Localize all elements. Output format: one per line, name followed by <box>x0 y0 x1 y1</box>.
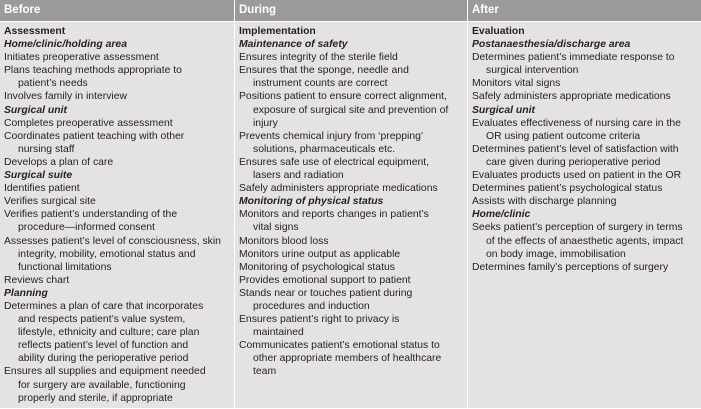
table-cell-line: lasers and radiation <box>253 170 344 182</box>
table-cell-line: Safely administers appropriate medications <box>472 91 671 103</box>
table-cell-line: ability during the perioperative period <box>18 353 189 365</box>
table-cell-line: instrument counts are correct <box>253 78 388 90</box>
table-cell-line: vital signs <box>253 222 299 234</box>
table-cell-line: Determines patient’s psychological status <box>472 183 663 195</box>
table-cell-line: Monitoring of psychological status <box>239 261 395 273</box>
table-cell-line: Verifies patient’s understanding of the <box>4 209 178 221</box>
header-after: After <box>472 4 499 16</box>
table-cell-line: Involves family in interview <box>4 91 127 103</box>
table-cell-line: Monitors and reports changes in patient’s <box>239 209 429 221</box>
table-cell-line: Monitors blood loss <box>239 235 329 247</box>
column-after <box>468 22 701 409</box>
table-cell-line: maintained <box>253 327 304 339</box>
table-body <box>0 22 701 409</box>
table-cell-line: Verifies surgical site <box>4 196 96 208</box>
table-cell-line: integrity, mobility, emotional status and <box>18 248 196 260</box>
table-cell-line: Determines family’s perceptions of surgery <box>472 261 669 273</box>
table-cell-line: reflects patient’s level of function and <box>18 340 189 352</box>
table-cell-line: Assists with discharge planning <box>472 196 617 208</box>
subsection-heading: Surgical unit <box>472 104 535 116</box>
subsection-heading: Monitoring of physical status <box>239 196 384 208</box>
table-cell-line: for surgery are available, functioning <box>18 379 186 391</box>
table-cell-line: Evaluates effectiveness of nursing care in the <box>472 117 681 129</box>
table-cell-line: properly and sterile, if appropriate <box>18 392 173 404</box>
table-cell-line: care given during perioperative period <box>486 156 661 168</box>
table-cell-line: Evaluates products used on patient in the OR <box>472 170 682 182</box>
table-cell-line: Plans teaching methods appropriate to <box>4 65 182 77</box>
table-cell-line: Monitors urine output as applicable <box>239 248 401 260</box>
table-cell-line: solutions, pharmaceuticals etc. <box>253 143 396 155</box>
section-heading: Evaluation <box>472 26 525 37</box>
header-before: Before <box>0 0 235 21</box>
table-cell-line: Determines patient’s level of satisfaction with <box>472 143 679 155</box>
table-cell-line: of the effects of anaesthetic agents, impact <box>486 235 684 247</box>
section-heading: Assessment <box>4 26 66 37</box>
table-cell-line: Safely administers appropriate medications <box>239 183 438 195</box>
table-cell-line: functional limitations <box>18 261 112 273</box>
table-cell-line: Positions patient to ensure correct alignment, <box>239 91 447 103</box>
table-cell-line: Ensures that the sponge, needle and <box>239 65 409 77</box>
table-cell-line: Prevents chemical injury from ‘prepping’ <box>239 130 424 142</box>
table-cell-line: Identifies patient <box>4 183 80 195</box>
table-cell-line: team <box>253 366 277 378</box>
table-cell-line: Ensures all supplies and equipment needed <box>4 366 206 378</box>
subsection-heading: Surgical unit <box>4 104 67 116</box>
table-cell-line: exposure of surgical site and prevention of <box>253 104 449 116</box>
table-cell-line: on body image, immobilisation <box>486 248 626 260</box>
subsection-heading: Surgical suite <box>4 170 73 182</box>
column-during <box>235 22 468 409</box>
table-cell-line: Initiates preoperative assessment <box>4 52 159 64</box>
table-cell-line: Ensures integrity of the sterile field <box>239 52 398 64</box>
section-heading: Implementation <box>239 26 316 37</box>
table-cell-line: and respects patient’s value system, <box>18 314 186 326</box>
table-cell-line: Determines patient’s immediate response to <box>472 52 675 64</box>
table-cell-line: Coordinates patient teaching with other <box>4 130 185 142</box>
table-cell-line: Stands near or touches patient during <box>239 287 413 299</box>
table-cell-line: Seeks patient’s perception of surgery in terms <box>472 222 683 234</box>
table-cell-line: procedures and induction <box>253 300 370 312</box>
table-cell-line: Develops a plan of care <box>4 156 114 168</box>
column-before <box>0 22 235 409</box>
subsection-heading: Postanaesthesia/discharge area <box>472 39 631 51</box>
table-cell-line: nursing staff <box>18 143 75 155</box>
table-cell-line: OR using patient outcome criteria <box>486 130 641 142</box>
table-cell-line: patient’s needs <box>18 78 88 90</box>
subsection-heading: Home/clinic <box>472 209 531 221</box>
table-cell-line: Communicates patient’s emotional status to <box>239 340 440 352</box>
table-cell-line: surgical intervention <box>486 65 579 77</box>
table-cell-line: lifestyle, ethnicity and culture; care plan <box>18 327 200 339</box>
subsection-heading: Maintenance of safety <box>239 39 348 51</box>
table-cell-line: Ensures patient’s right to privacy is <box>239 314 400 326</box>
table-cell-line: other appropriate members of healthcare <box>253 353 442 365</box>
table-cell-line: procedure—informed consent <box>18 222 155 234</box>
table-cell-line: Completes preoperative assessment <box>4 117 173 129</box>
table-cell-line: Ensures safe use of electrical equipment, <box>239 156 430 168</box>
table-cell-line: Provides emotional support to patient <box>239 274 411 286</box>
table-cell-line: Monitors vital signs <box>472 78 561 90</box>
subsection-heading: Planning <box>4 287 48 299</box>
table-cell-line: Determines a plan of care that incorporates <box>4 300 204 312</box>
subsection-heading: Home/clinic/holding area <box>4 39 127 51</box>
table-cell-line: Reviews chart <box>4 274 70 286</box>
table-cell-line: Assesses patient’s level of consciousness, skin <box>4 235 221 247</box>
table-header-row <box>0 0 701 22</box>
table-cell-line: injury <box>253 117 278 129</box>
header-during: During <box>235 0 468 21</box>
